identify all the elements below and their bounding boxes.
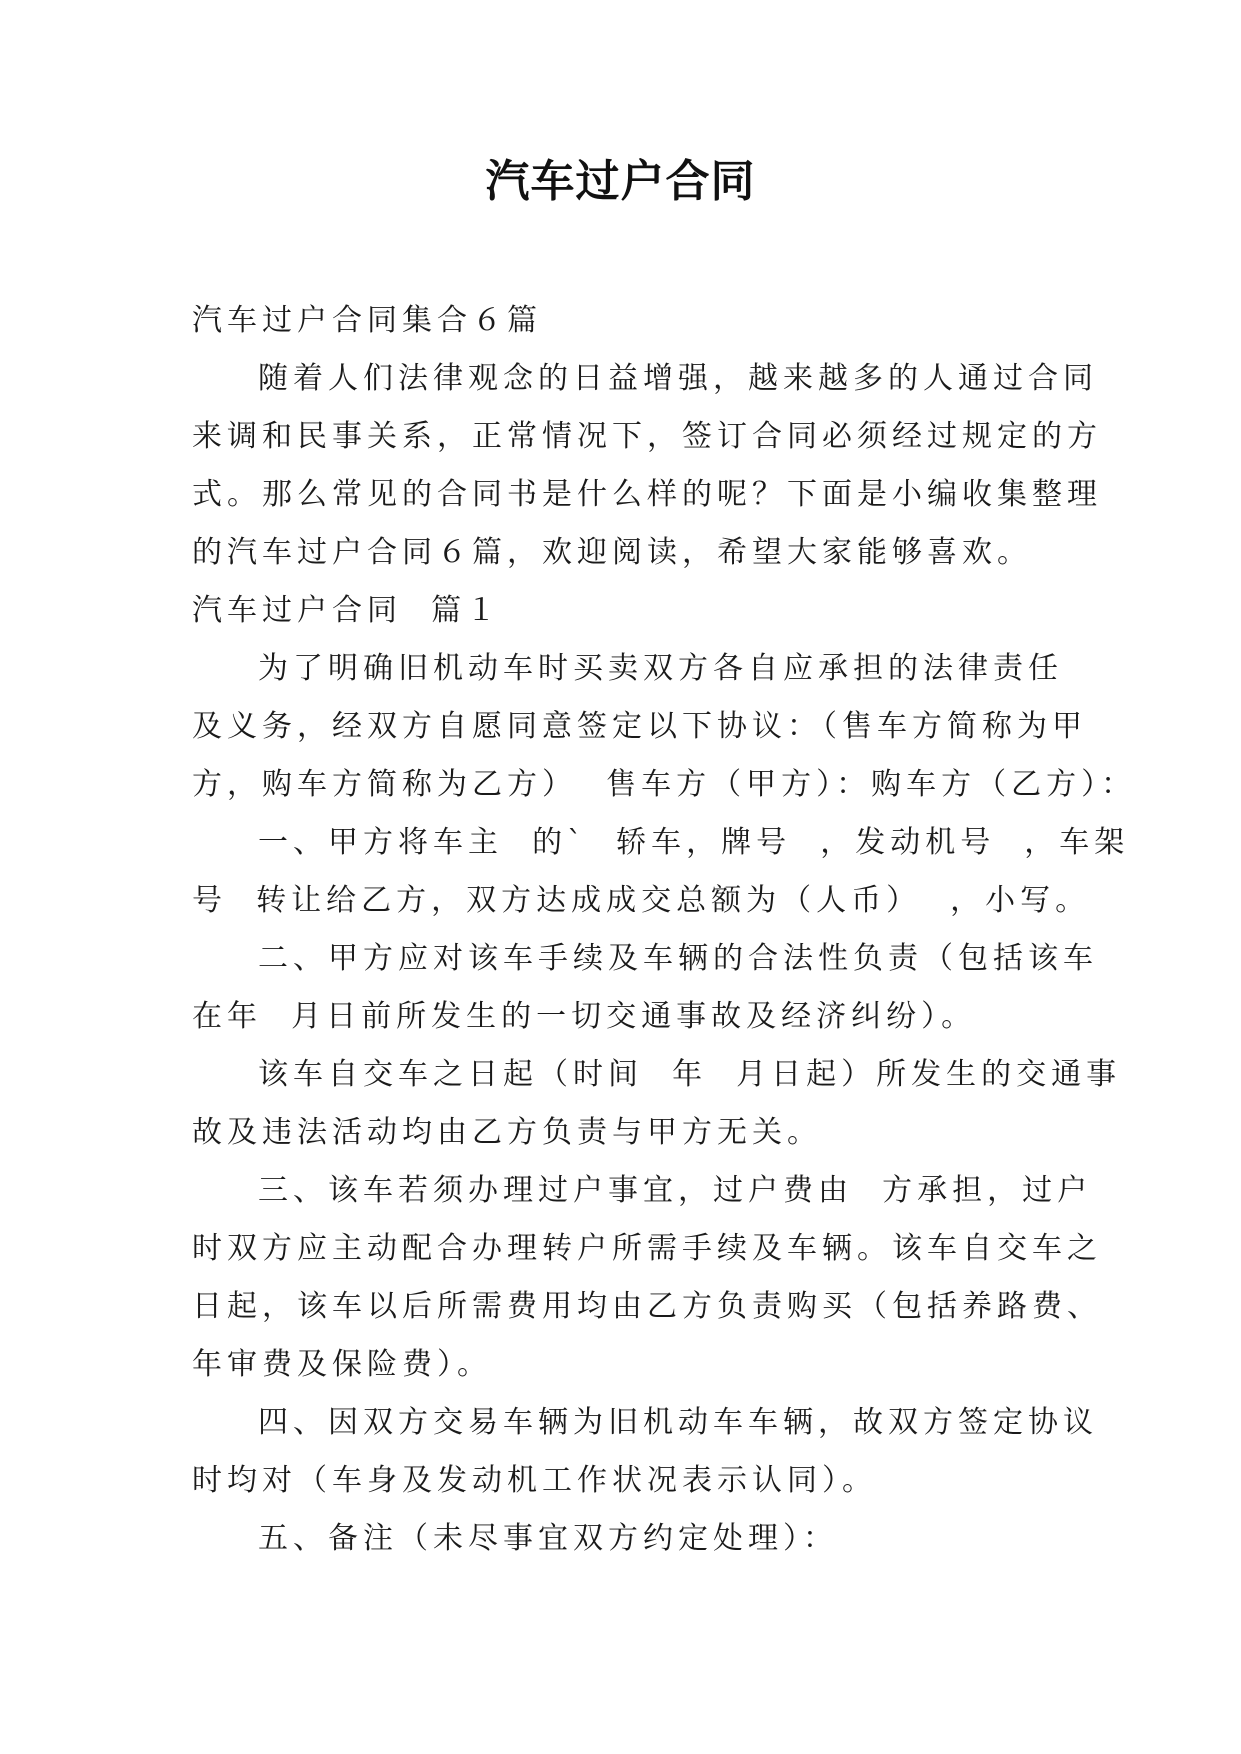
clause-line: 故及违法活动均由乙方负责与甲方无关。 xyxy=(192,1115,822,1150)
paragraph-line: 的汽车过户合同６篇，欢迎阅读，希望大家能够喜欢。 xyxy=(192,535,1032,570)
clause-line: 日起，该车以后所需费用均由乙方负责购买（包括养路费、 xyxy=(192,1289,1102,1324)
clause-line: 时均对（车身及发动机工作状况表示认同）。 xyxy=(192,1463,877,1498)
clause-line: 时双方应主动配合办理转户所需手续及车辆。该车自交车之 xyxy=(192,1231,1102,1266)
clause-line: 二、甲方应对该车手续及车辆的合法性负责（包括该车 xyxy=(258,941,1098,976)
paragraph-line: 式。那么常见的合同书是什么样的呢？下面是小编收集整理 xyxy=(192,477,1102,512)
document-title: 汽车过户合同 xyxy=(485,156,756,207)
clause-line: 四、因双方交易车辆为旧机动车车辆，故双方签定协议 xyxy=(258,1405,1098,1440)
document-body xyxy=(192,292,1137,1568)
paragraph-line: 及义务，经双方自愿同意签定以下协议：（售车方简称为甲 xyxy=(192,709,1087,744)
paragraph-line: 方，购车方简称为乙方） 售车方（甲方）：购车方（乙方）： xyxy=(192,767,1137,802)
clause-line: 在年 月日前所发生的一切交通事故及经济纠纷）。 xyxy=(192,999,977,1034)
paragraph-line: 来调和民事关系，正常情况下，签订合同必须经过规定的方 xyxy=(192,419,1102,454)
paragraph-line: 随着人们法律观念的日益增强，越来越多的人通过合同 xyxy=(258,361,1098,396)
subtitle-line: 汽车过户合同集合６篇 xyxy=(192,303,542,338)
section-heading: 汽车过户合同 篇１ xyxy=(192,593,502,628)
clause-line: 该车自交车之日起（时间 年 月日起）所发生的交通事 xyxy=(258,1057,1122,1092)
clause-line: 年审费及保险费）。 xyxy=(192,1347,492,1382)
clause-line: 一、甲方将车主 的` 轿车，牌号 ，发动机号 ，车架 xyxy=(258,825,1130,860)
clause-line: 五、备注（未尽事宜双方约定处理）： xyxy=(258,1521,838,1556)
clause-line: 三、该车若须办理过户事宜，过户费由 方承担，过户 xyxy=(258,1173,1093,1208)
paragraph-line: 为了明确旧机动车时买卖双方各自应承担的法律责任 xyxy=(258,651,1063,686)
clause-line: 号 转让给乙方，双方达成成交总额为（人币） ，小写。 xyxy=(192,883,1091,918)
